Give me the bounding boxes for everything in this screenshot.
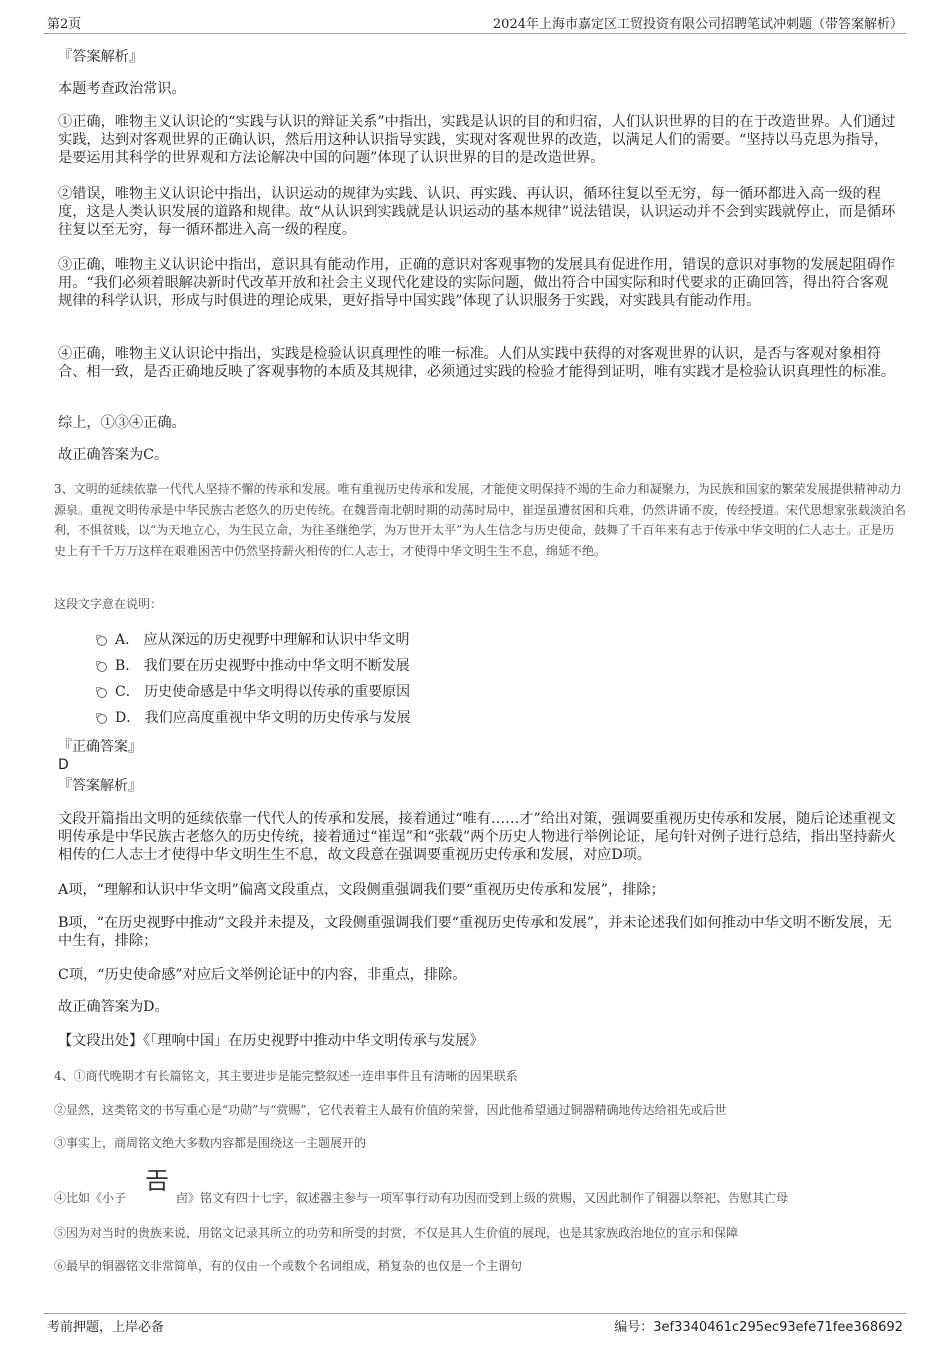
q3-option-d[interactable]: D． 我们应高度重视中华文明的历史传承与发展 (97, 709, 411, 727)
q3-analysis-2: A项，“理解和认识中华文明”偏离文段重点，文段侧重强调我们要“重视历史传承和发展”，排除； (58, 882, 665, 898)
footer-slogan: 考前押题，上岸必备 (47, 1320, 165, 1335)
q3-option-b[interactable]: B． 我们要在历史视野中推动中华文明不断发展 (97, 657, 410, 675)
document-code: 编号：3ef3340461c295ec93efe71fee368692 (614, 1320, 903, 1335)
q4-sentence-4-start: ④比如《小子 (54, 1191, 127, 1205)
q2-final-answer: 故正确答案为C。 (58, 447, 169, 463)
q4-sentence-4-end: 卣》铭文有四十七字，叙述器主参与一项军事行动有功因而受到上级的赏赐，又因此制作了铜器以祭祀、告慰其亡母 (176, 1191, 789, 1205)
q4-sentence-2: ②显然，这类铭文的书写重心是“功勋”与“赏赐”，它代表着主人最有价值的荣誉，因此他希望通过铜器精确地传达给祖先或后世 (54, 1103, 727, 1117)
q3-prompt: 这段文字意在说明： (54, 597, 163, 611)
q2-point-2: ②错误，唯物主义认识论中指出，认识运动的规律为实践、认识、再实践、再认识，循环往复以至无穷，每一循环都进入高一级的程度，这是人类认识发展的道路和规律。故“从认识到实践就是认识运动的基本规律”说法错误，认识运动并不会到实践就停止，而是循环往复以至无穷，每一循环都进入高一级的程度。 (58, 186, 896, 238)
q3-source: 【文段出处】《「理响中国」在历史视野中推动中华文明传承与发展》 (58, 1033, 484, 1049)
page-number: 第2页 (47, 17, 82, 32)
header-divider (44, 33, 906, 34)
radio-icon[interactable] (97, 662, 107, 672)
ancient-character: 𢀛 (145, 1167, 169, 1195)
q2-summary: 综上，①③④正确。 (58, 415, 186, 431)
footer-divider (44, 1313, 906, 1314)
q4-sentence-1: 4、①商代晚期才有长篇铭文，其主要进步是能完整叙述一连串事件且有清晰的因果联系 (54, 1069, 518, 1083)
q3-final-answer: 故正确答案为D。 (58, 999, 169, 1015)
q3-analysis-label: 『答案解析』 (58, 778, 142, 794)
q4-sentence-3: ③事实上，商周铭文绝大多数内容都是围绕这一主题展开的 (54, 1136, 367, 1150)
q2-point-3: ③正确，唯物主义认识论中指出，意识具有能动作用，正确的意识对客观事物的发展具有促进作用，错误的意识对事物的发展起阻碍作用。“我们必须着眼解决新时代改革开放和社会主义现代化建设的实际问题，做出符合中国实际和时代要求的正确回答，得出符合客观规律的科学认识，形成与时俱进的理论成果，更好指导中国实践”体现了认识服务于实践，对实践具有能动作用。 (58, 257, 896, 309)
q2-intro: 本题考查政治常识。 (58, 81, 186, 97)
radio-icon[interactable] (97, 636, 107, 646)
q3-option-a[interactable]: A． 应从深远的历史视野中理解和认识中华文明 (97, 631, 410, 649)
q3-option-c[interactable]: C． 历史使命感是中华文明得以传承的重要原因 (97, 683, 410, 701)
q3-correct-label: 『正确答案』 (58, 739, 142, 755)
q2-analysis-label: 『答案解析』 (58, 49, 144, 65)
q3-stem: 3、文明的延续依靠一代代人坚持不懈的传承和发展。唯有重视历史传承和发展，才能使文明保持不竭的生命力和凝聚力，为民族和国家的繁荣发展提供精神动力源泉。重视文明传承是中华民族古老悠久的历史传统。在魏晋南北朝时期的动荡时局中，崔逞虽遭贫困和兵难，仍然讲诵不废，传经授道。宋代思想家张载淡泊名利，不惧贫贱，以“为天地立心，为生民立命，为往圣继绝学，为万世开太平”为人生信念与历史使命，鼓舞了千百年来有志于传承中华文明的仁人志士。正是历史上有千千万万这样在艰难困苦中仍然坚持薪火相传的仁人志士，才使得中华文明生生不息，绵延不绝。 (54, 482, 907, 558)
q4-sentence-5: ⑤因为对当时的贵族来说，用铭文记录其所立的功劳和所受的封赏，不仅是其人生价值的展现，也是其家族政治地位的宣示和保障 (54, 1226, 739, 1240)
q3-correct-answer: D (58, 757, 69, 773)
q3-analysis-4: C项，“历史使命感”对应后文举例论证中的内容，非重点，排除。 (58, 967, 467, 983)
radio-icon[interactable] (97, 714, 107, 724)
radio-icon[interactable] (97, 688, 107, 698)
q2-point-1: ①正确，唯物主义认识论的“实践与认识的辩证关系”中指出，实践是认识的目的和归宿，人们认识世界的目的在于改造世界。人们通过实践，达到对客观世界的正确认识，然后用这种认识指导实践，实现对客观世界的改造，以满足人们的需要。“坚持以马克思为指导，是要运用其科学的世界观和方法论解决中国的问题”体现了认识世界的目的是改造世界。 (58, 114, 896, 166)
q4-sentence-6: ⑥最早的铜器铭文非常简单，有的仅由一个或数个名词组成，稍复杂的也仅是一个主谓句 (54, 1259, 523, 1273)
q3-analysis-3: B项，“在历史视野中推动”文段并未提及，文段侧重强调我们要“重视历史传承和发展”，并未论述我们如何推动中华文明不断发展，无中生有，排除； (58, 915, 892, 949)
q2-point-4: ④正确，唯物主义认识论中指出，实践是检验认识真理性的唯一标准。人们从实践中获得的对客观世界的认识，是否与客观对象相符合、相一致，是否正确地反映了客观事物的本质及其规律，必须通过实践的检验才能得到证明，唯有实践才是检验认识真理性的标准。 (58, 346, 896, 380)
q3-analysis-1: 文段开篇指出文明的延续依靠一代代人的传承和发展，接着通过“唯有……才”给出对策，强调要重视历史传承和发展，随后论述重视文明传承是中华民族古老悠久的历史传统，接着通过“崔逞”和“张载”两个历史人物进行举例论证，尾句针对例子进行总结，指出坚持薪火相传的仁人志士才使得中华文明生生不息，故文段意在强调要重视历史传承和发展，对应D项。 (58, 811, 896, 863)
document-title: 2024年上海市嘉定区工贸投资有限公司招聘笔试冲刺题（带答案解析） (492, 17, 903, 32)
